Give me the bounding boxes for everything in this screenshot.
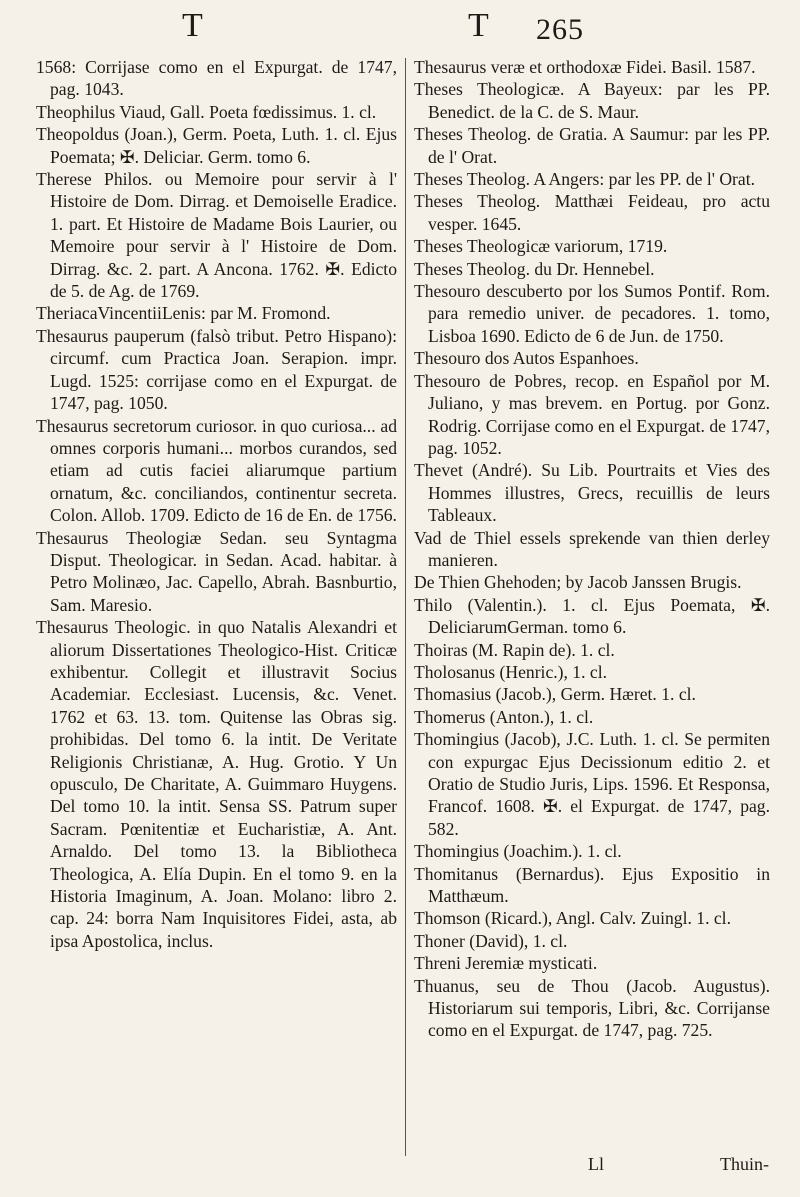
entry: Thoner (David), 1. cl. [414,930,568,951]
entry: Theses Theolog. Matthæi Feideau, pro actu vesper. 1645. [414,191,770,234]
entry: Thesaurus pauperum (falsò tribut. Petro Hispano): circumf. cum Practica Joan. Serapion. impr. Lugd. 1525: corrijase como en el Expurgat. de 1747, pag. 1050. [36,325,397,414]
header-left-letter: T [182,7,204,44]
right-column [414,56,770,1042]
entry: Thomson (Ricard.), Angl. Calv. Zuingl. 1. cl. [414,908,731,929]
entry: Threni Jeremiæ mysticati. [414,953,598,974]
entry: Theses Theolog. de Gratia. A Saumur: par les PP. de l' Orat. [414,124,770,167]
entry: Tholosanus (Henric.), 1. cl. [414,661,607,682]
page-number: 265 [536,13,584,46]
entry: Theopoldus (Joan.), Germ. Poeta, Luth. 1. cl. Ejus Poemata; ✠. Deliciar. Germ. tomo 6. [36,124,397,167]
entry: Thilo (Valentin.). 1. cl. Ejus Poemata, ✠. DeliciarumGerman. tomo 6. [414,594,770,638]
entry: Thesaurus Theologic. in quo Natalis Alexandri et aliorum Dissertationes Theologico-Hist. Criticæ exhibentur. Collegit et illustravit Socius Academiar. Ecclesiast. Lucensis, &c. Venet. 1762 et 63. 13. tom. Quitense las Obras sig. prohibidas. Del tomo 6. la intit. De Veritate Religionis Christianæ, A. Hug. Grotio. Y Un opusculo, De Charitate, A. Guimmaro Huygens. Del tomo 10. la intit. Sensa SS. Patrum super Sacram. Pœnitentiæ et Eucharistiæ, A. Ant. Arnaldo. Del tomo 13. la Bibliotheca Theologica, A. Elía Dupin. En el tomo 9. en la Historia Imaginum, A. Joan. Molano: libro 2. cap. 24: borra Nam Inquisitores Fidei, asta, ab ipsa Apostolica, inclus. [36,617,397,951]
entry: Thoiras (M. Rapin de). 1. cl. [414,639,615,660]
entry: Thomitanus (Bernardus). Ejus Expositio in Matthæum. [414,863,770,907]
entry: Thesouro descuberto por los Sumos Pontif. Rom. para remedio univer. de pecadores. 1. tomo, Lisboa 1690. Edicto de 6 de Jun. de 1750. [414,281,770,346]
entry: Thesouro dos Autos Espanhoes. [414,348,639,369]
entry: Thomasius (Jacob.), Germ. Hæret. 1. cl. [414,684,696,705]
catchword: Thuin- [720,1154,769,1174]
column-divider [405,58,406,1156]
entry: Thomingius (Joachim.). 1. cl. [414,841,622,862]
header-right-letter: T [468,7,490,44]
entry: Thesaurus Theologiæ Sedan. seu Syntagma Disput. Theologicar. in Sedan. Acad. habitar. à Petro Molinæo, Jac. Capello, Abrah. Basnburtio, Sam. Maresio. [36,527,397,615]
entry: De Thien Ghehoden; by Jacob Janssen Brugis. [414,572,742,593]
entry: Thomingius (Jacob), J.C. Luth. 1. cl. Se permiten con expurgac Ejus Decissionum editio 2. et Oratio de Studio Juris, Lips. 1596. Et Responsa, Francof. 1608. ✠. el Expurgat. de 1747, pag. 582. [414,729,770,839]
entry: Theses Theologicæ variorum, 1719. [414,236,668,257]
entry: Thesaurus veræ et orthodoxæ Fidei. Basil. 1587. [414,57,756,77]
entry: Thuanus, seu de Thou (Jacob. Augustus). Historiarum sui temporis, Libri, &c. Corrijanse como en el Expurgat. de 1747, pag. 725. [414,975,770,1041]
entry: Thesaurus secretorum curiosor. in quo curiosa... ad omnes corporis humani... morbos curandos, sed etiam ad cutis faciei aliarumque partium ornatum, &c. conciliandos, continentur secreta. Colon. Allob. 1709. Edicto de 16 de En. de 1756. [36,415,397,526]
entry: Thomerus (Anton.), 1. cl. [414,706,594,727]
entry: Vad de Thiel essels sprekende van thien derley manieren. [414,527,770,570]
entry: Theses Theolog. du Dr. Hennebel. [414,258,655,279]
entry: Theophilus Viaud, Gall. Poeta fœdissimus. 1. cl. [36,101,377,122]
left-column [36,56,397,952]
entry: Theses Theologicæ. A Bayeux: par les PP. Benedict. de la C. de S. Maur. [414,79,770,122]
entry: TheriacaVincentiiLenis: par M. Fromond. [36,303,331,324]
entry: Therese Philos. ou Memoire pour servir à l' Histoire de Dom. Dirrag. et Demoiselle Eradice. 1. part. Et Histoire de Madame Bois Laurier, ou Memoire pour servir à l' Histoire de Dom. Dirrag. &c. 2. part. A Ancona. 1762. ✠. Edicto de 5. de Ag. de 1769. [36,169,397,302]
entry: Thevet (André). Su Lib. Pourtraits et Vies des Hommes illustres, Grecs, recuillis de leurs Tableaux. [414,460,770,526]
entry: 1568: Corrijase como en el Expurgat. de 1747, pag. 1043. [36,57,397,100]
entry: Thesouro de Pobres, recop. en Español por M. Juliano, y mas brevem. en Portug. por Gonz. Rodrig. Corrijase como en el Expurgat. de 1747, pag. 1052. [414,370,770,458]
entry: Theses Theolog. A Angers: par les PP. de l' Orat. [414,169,755,190]
signature-mark: Ll [588,1154,604,1174]
